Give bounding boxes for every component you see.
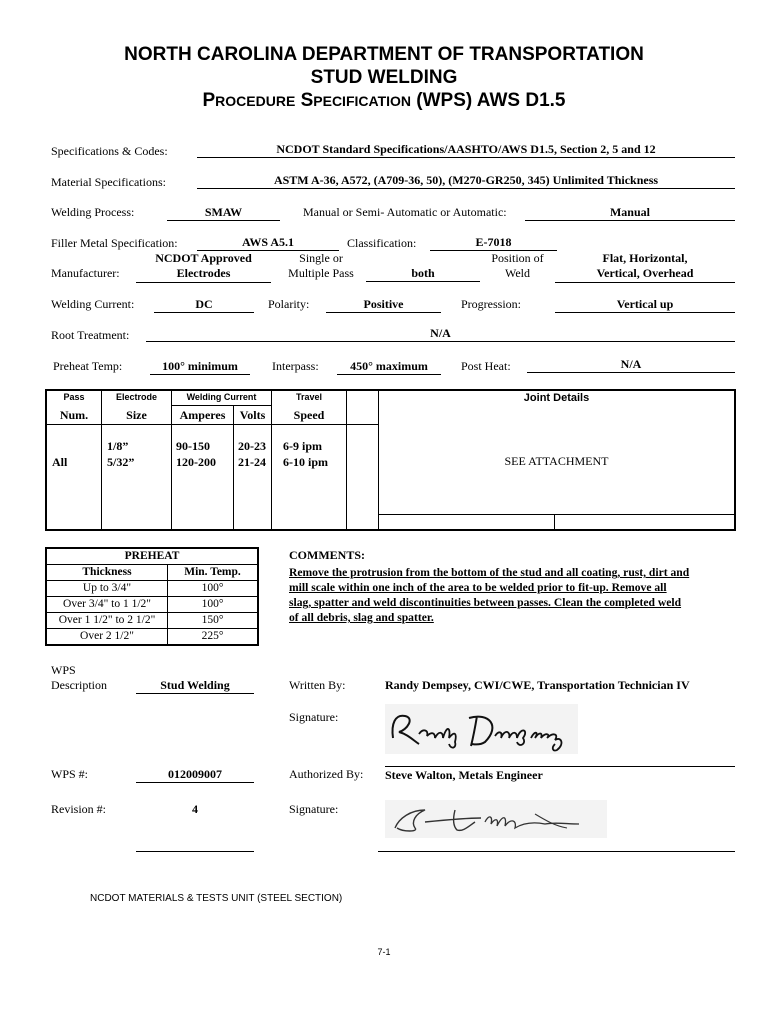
codes-value: NCDOT Standard Specifications/AASHTO/AWS D1.5, Section 2, 5 and 12 [197,142,735,158]
filler-label: Filler Metal Specification: [51,236,178,250]
postheat-value: N/A [527,357,735,373]
thickness-cell: Over 3/4" to 1 1/2" [47,597,168,613]
position-label-1: Position of [491,251,544,265]
wps-description-value: Stud Welding [136,678,254,694]
manufacturer-value-1: NCDOT Approved [155,251,252,265]
amps-cell-2: 120-200 [176,455,216,469]
classification-label: Classification: [347,236,417,250]
comments-label: COMMENTS: [289,548,365,562]
size-cell-1: 1/8” [107,439,129,453]
preheat-header-temp: Min. Temp. [168,565,258,581]
signature-2 [385,800,607,838]
single-pass-label-2: Multiple Pass [288,266,354,280]
current-value: DC [154,297,254,313]
postheat-label: Post Heat: [461,359,511,373]
single-pass-value: both [366,266,480,282]
thickness-cell: Up to 3/4" [47,581,168,597]
preheat-table [45,547,259,646]
single-pass-label-1: Single or [299,251,343,265]
header-amperes: Amperes [179,408,226,422]
joint-details-note: SEE ATTACHMENT [504,454,609,468]
filler-value: AWS A5.1 [197,235,339,251]
wps-number-label: WPS #: [51,767,89,781]
header-electrode: Electrode [115,392,157,402]
position-label-2: Weld [504,266,531,280]
written-by-label: Written By: [289,678,346,692]
preheat-value: 100° minimum [150,359,250,375]
table-row [47,629,257,645]
org-title: NORTH CAROLINA DEPARTMENT OF TRANSPORTATION [124,44,644,65]
position-value-1: Flat, Horizontal, [602,251,688,265]
wps-number-value: 012009007 [136,767,254,783]
temp-cell: 100° [168,581,258,597]
authorized-by-label: Authorized By: [289,767,364,781]
comments-text: Remove the protrusion from the bottom of the stud and all coating, rust, dirt and mill scale within one inch of the area to be welded prior to fit-up. Remove all slag, spatter and weld discontinuities between passes. Clean the completed weld of all debris, slag and spatter. [289,566,690,624]
header-pass: Pass [63,392,85,402]
size-cell-2: 5/32” [107,455,135,469]
root-value: N/A [146,326,735,342]
polarity-value: Positive [326,297,441,313]
header-size: Size [126,408,147,422]
manual-value: Manual [525,205,735,221]
manufacturer-label: Manufacturer: [51,266,120,280]
speed-cell-2: 6-10 ipm [283,455,328,469]
pass-num-cell: All [52,455,68,469]
signature-label-1: Signature: [289,710,339,724]
table-row [47,581,257,597]
manual-label: Manual or Semi- Automatic or Automatic: [303,205,507,219]
preheat-header-thickness: Thickness [47,565,168,581]
process-value: SMAW [167,205,280,221]
root-label: Root Treatment: [51,328,130,342]
interpass-value: 450° maximum [337,359,441,375]
preheat-label: Preheat Temp: [53,359,123,373]
wps-label: WPS [51,663,76,677]
authorized-by-value: Steve Walton, Metals Engineer [385,768,543,782]
signature-1 [385,704,578,754]
classification-value: E-7018 [430,235,557,251]
temp-cell: 225° [168,629,258,645]
codes-label: Specifications & Codes: [51,144,168,158]
table-row [47,597,257,613]
material-value: ASTM A-36, A572, (A709-36, 50), (M270-GR250, 345) Unlimited Thickness [197,173,735,189]
temp-cell: 100° [168,597,258,613]
wps-description-label: Description [51,678,107,692]
preheat-table-title: PREHEAT [47,549,257,565]
header-travel: Travel [295,392,323,402]
header-num: Num. [59,408,89,422]
polarity-label: Polarity: [268,297,310,311]
manufacturer-value-2: Electrodes [176,266,231,280]
position-value-2: Vertical, Overhead [596,266,694,280]
footer-unit: NCDOT MATERIALS & TESTS UNIT (STEEL SECTION) [90,893,343,904]
volts-cell-1: 20-23 [238,439,266,453]
material-label: Material Specifications: [51,175,166,189]
table-row [47,613,257,629]
header-joint-details: Joint Details [523,392,590,404]
current-label: Welding Current: [51,297,135,311]
progression-label: Progression: [461,297,521,311]
signature-label-2: Signature: [289,802,339,816]
thickness-cell: Over 2 1/2" [47,629,168,645]
temp-cell: 150° [168,613,258,629]
header-welding-current: Welding Current [186,392,257,402]
thickness-cell: Over 1 1/2" to 2 1/2" [47,613,168,629]
speed-cell-1: 6-9 ipm [283,439,322,453]
header-volts: Volts [239,408,266,422]
process-label: Welding Process: [51,205,135,219]
written-by-value: Randy Dempsey, CWI/CWE, Transportation Technician IV [385,678,690,692]
doc-subtitle: PROCEDURE SPECIFICATION (WPS) AWS D1.5 [202,90,566,111]
revision-label: Revision #: [51,802,107,816]
page-number: 7-1 [377,947,391,957]
volts-cell-2: 21-24 [238,455,266,469]
interpass-label: Interpass: [272,359,319,373]
doc-title: STUD WELDING [310,67,458,88]
revision-value: 4 [192,802,198,816]
progression-value: Vertical up [555,297,735,313]
amps-cell-1: 90-150 [176,439,210,453]
header-speed: Speed [293,408,325,422]
